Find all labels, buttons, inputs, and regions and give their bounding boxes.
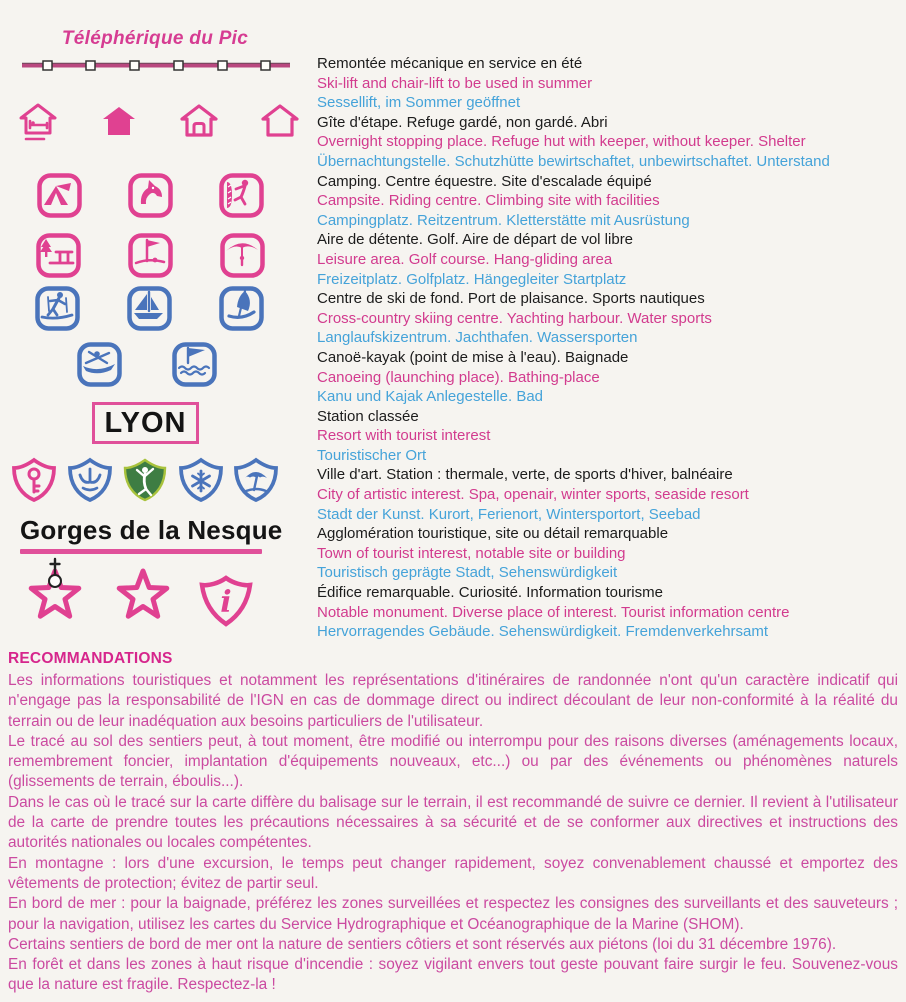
- legend-line-en: Notable monument. Diverse place of interest. Tourist information centre: [317, 603, 790, 621]
- winter-sports-badge-icon: [178, 457, 224, 503]
- recommendations-paragraph: Les informations touristiques et notamment les représentations d'itinéraires de randonnée n'ont qu'un caractère indicatif qui n'engage pas la responsabilité de l'IGN en cas de dommage direct ou indirect découlant de leur non-conformité à la réalité du terrain ou de leur inadéquation aux besoins particuliers de l'utilisateur.: [8, 672, 898, 730]
- openair-badge-icon: [122, 457, 168, 503]
- legend-line-de: Stadt der Kunst. Kurort, Ferienort, Wintersportort, Seebad: [317, 505, 701, 523]
- legend-line-fr: Agglomération touristique, site ou détail remarquable: [317, 525, 669, 543]
- recommendations-paragraph: En montagne : lors d'une excursion, le temps peut changer rapidement, soyez convenablement chaussé et emportez des vêtements de protection; évitez de partir seul.: [8, 854, 898, 892]
- golf-course-icon: [127, 232, 174, 279]
- refuge-with-keeper-icon: [99, 102, 139, 142]
- legend-line-de: Hervorragendes Gebäude. Sehenswürdigkeit. Fremdenverkehrsamt: [317, 623, 769, 641]
- legend-line-de: Touristisch geprägte Stadt, Sehenswürdigkeit: [317, 564, 618, 582]
- recommendations-paragraph: Dans le cas où le tracé sur la carte diffère du balisage sur le terrain, il est recommandé de suivre ce dernier. Il revient à l'utilisateur de la carte de prendre toutes les précautions nécessaires à sa sécurité et de se conformer aux directives et instructions des autorités nationales ou locales compétentes.: [8, 793, 898, 852]
- recommendations-paragraph: En forêt et dans les zones à haut risque d'incendie : soyez vigilant envers tout geste pouvant faire surgir le feu. Souvenez-vous que la nature est fragile. Respectez-la !: [8, 956, 898, 994]
- legend-line-de: Übernachtungstelle. Schutzhütte bewirtschaftet, unbewirtschaftet. Unterstand: [317, 152, 830, 170]
- hang-gliding-icon: [219, 232, 266, 279]
- spa-badge-icon: [67, 457, 113, 503]
- yachting-harbour-icon: [126, 285, 173, 332]
- legend-line-fr: Canoë-kayak (point de mise à l'eau). Baignade: [317, 348, 629, 366]
- legend-line-fr: Remontée mécanique en service en été: [317, 55, 583, 72]
- tourist-site-label: Gorges de la Nesque: [20, 515, 283, 545]
- legend-line-en: Campsite. Riding centre. Climbing site with facilities: [317, 192, 660, 210]
- recommendations-paragraph: En bord de mer : pour la baignade, préférez les zones surveillées et respectez les consignes des surveillants et des sauveteurs ; pour la navigation, utilisez les cartes du Service Hydrographique et Océanographique de la Marine (SHOM).: [8, 895, 898, 933]
- legend-line-de: Langlaufskizentrum. Jachthafen. Wassersporten: [317, 329, 638, 347]
- canoe-icon-row: [76, 341, 218, 388]
- camping-icon-row: [36, 172, 265, 219]
- seaside-badge-icon: [233, 457, 279, 503]
- campsite-icon: [36, 172, 83, 219]
- recommendations-paragraph: Certains sentiers de bord de mer ont la nature de sentiers côtiers et sont réservés aux piétons (loi du 31 décembre 1976).: [8, 935, 837, 953]
- station-badge-row: [11, 457, 279, 503]
- legend-line-en: Canoeing (launching place). Bathing-place: [317, 368, 600, 386]
- legend-line-fr: Édifice remarquable. Curiosité. Information tourisme: [317, 584, 663, 602]
- riding-centre-icon: [127, 172, 174, 219]
- bathing-place-icon: [171, 341, 218, 388]
- svg-text:i: i: [220, 585, 232, 620]
- tourist-site-example: [20, 515, 282, 554]
- leisure-area-icon: [35, 232, 82, 279]
- cross-country-skiing-icon: [34, 285, 81, 332]
- legend-line-en: Resort with tourist interest: [317, 427, 491, 445]
- legend-line-fr: Centre de ski de fond. Port de plaisance. Sports nautiques: [317, 290, 705, 308]
- legend-line-en: Leisure area. Golf course. Hang-gliding area: [317, 250, 613, 268]
- legend-line-de: Freizeitplatz. Golfplatz. Hängegleiter Startplatz: [317, 270, 627, 288]
- legend-line-de: Sessellift, im Sommer geöffnet: [317, 94, 521, 112]
- legend-line-de: Touristischer Ort: [317, 446, 427, 464]
- refuge-without-keeper-icon: [179, 102, 219, 142]
- legend-line-fr: Aire de détente. Golf. Aire de départ de vol libre: [317, 231, 634, 249]
- notable-monument-star-icon: [24, 556, 86, 620]
- artistic-city-badge-icon: [11, 457, 57, 503]
- tourist-info-icon: [197, 573, 255, 631]
- legend-line-fr: Ville d'art. Station : thermale, verte, de sports d'hiver, balnéaire: [317, 466, 733, 484]
- legend-line-de: Kanu und Kajak Anlegestelle. Bad: [317, 388, 544, 406]
- climbing-site-icon: [218, 172, 265, 219]
- recommendations-section: [8, 650, 898, 996]
- legend-text-column: [317, 54, 903, 642]
- legend-line-en: Ski-lift and chair-lift to be used in summer: [317, 74, 593, 92]
- recommendations-paragraph: Le tracé au sol des sentiers peut, à tout moment, être modifié ou interrompu pour des raisons diverses (aménagements locaux, remembrement foncier, implantation d'équipements nouveaux, etc...) ou par des événements ou phénomènes naturels (glissements de terrain, éboulis...).: [8, 732, 898, 791]
- shelter-icon: [260, 102, 300, 142]
- recommendations-title: RECOMMANDATIONS: [8, 650, 173, 667]
- ski-icon-row: [34, 285, 265, 332]
- legend-line-fr: Camping. Centre équestre. Site d'escalade équipé: [317, 172, 652, 190]
- tourist-site-underline: [20, 549, 262, 554]
- legend-line-fr: Station classée: [317, 407, 419, 425]
- canoeing-icon: [76, 341, 123, 388]
- curiosity-star-icon: [112, 556, 174, 620]
- legend-line-en: City of artistic interest. Spa, openair, winter sports, seaside resort: [317, 486, 749, 504]
- gite-etape-icon: [18, 102, 58, 142]
- legend-line-en: Overnight stopping place. Refuge hut with keeper, without keeper. Shelter: [317, 133, 806, 151]
- legend-line-en: Town of tourist interest, notable site or building: [317, 544, 626, 562]
- cable-lift-label: Téléphérique du Pic: [61, 28, 249, 49]
- classified-resort-example: LYON: [92, 402, 199, 444]
- water-sports-icon: [218, 285, 265, 332]
- legend-line-fr: Gîte d'étape. Refuge gardé, non gardé. Abri: [317, 113, 608, 131]
- cable-lift-line-icon: [20, 59, 292, 72]
- leisure-icon-row: [35, 232, 266, 279]
- legend-line-de: Campingplatz. Reitzentrum. Kletterstätte mit Ausrüstung: [317, 211, 690, 229]
- accommodation-icon-row: [18, 102, 300, 142]
- legend-line-en: Cross-country skiing centre. Yachting harbour. Water sports: [317, 309, 712, 327]
